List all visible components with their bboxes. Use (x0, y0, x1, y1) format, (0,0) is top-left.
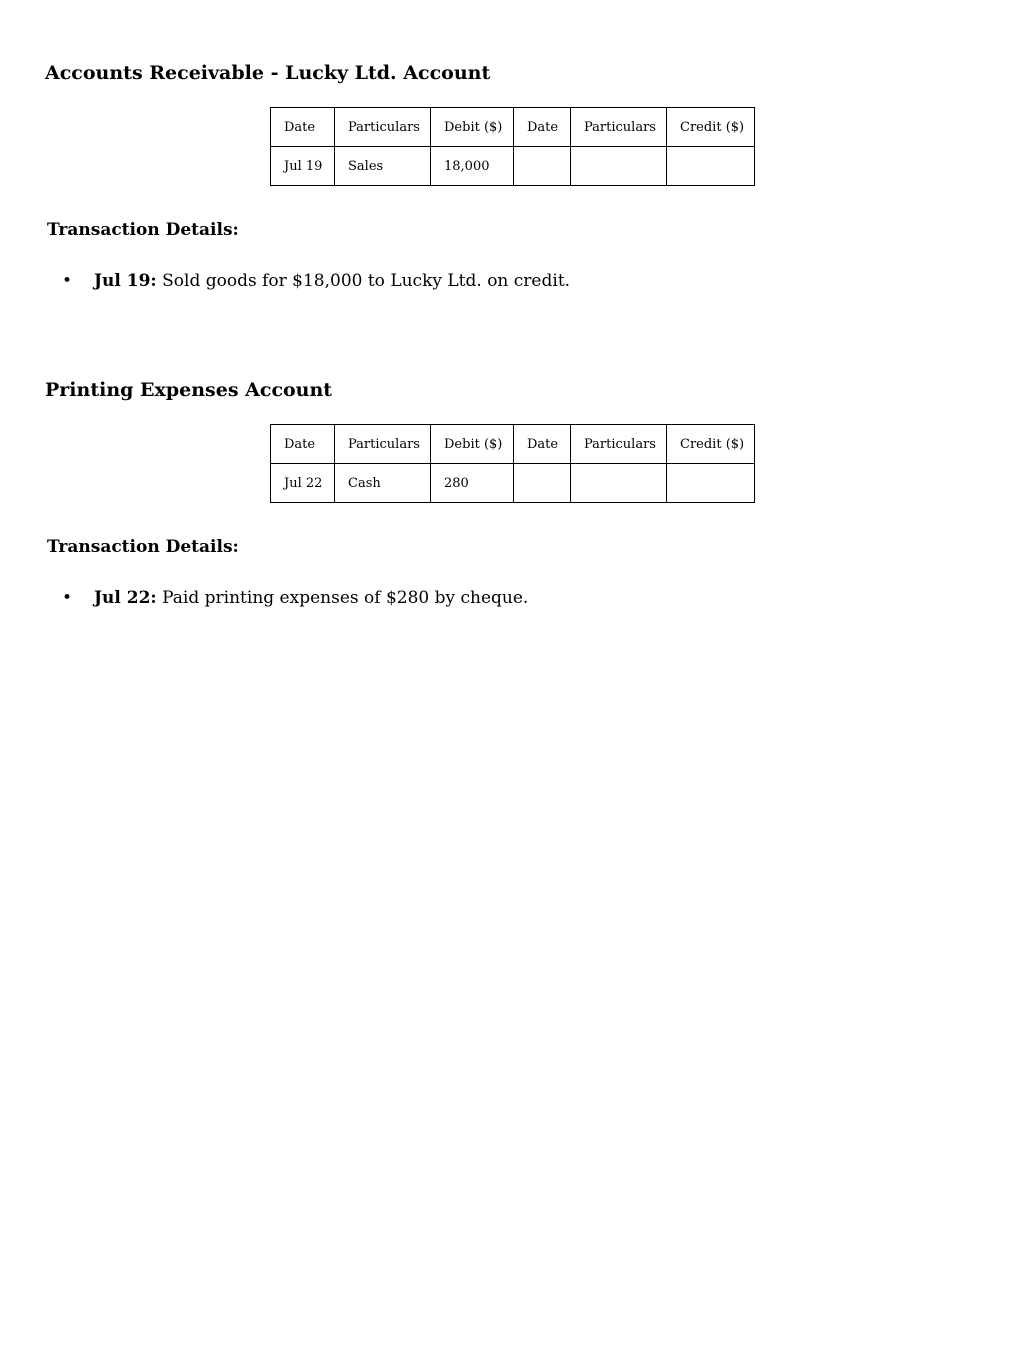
transaction-details-heading: Transaction Details: (47, 537, 239, 557)
cell-credit-amount (667, 464, 755, 503)
col-header-debit-particulars: Particulars (335, 108, 431, 147)
table-row (271, 147, 755, 186)
cell-debit-date: Jul 19 (271, 147, 335, 186)
transaction-list (62, 588, 528, 608)
cell-credit-amount (667, 147, 755, 186)
col-header-credit-particulars: Particulars (571, 108, 667, 147)
bullet-icon: • (62, 588, 73, 608)
cell-debit-amount: 280 (431, 464, 514, 503)
transaction-details-heading: Transaction Details: (47, 220, 239, 240)
ledger-table (270, 107, 755, 186)
transaction-date: Jul 19: (94, 271, 157, 291)
col-header-debit-date: Date (271, 108, 335, 147)
list-item (62, 271, 570, 291)
ledger-table (270, 424, 755, 503)
account-title: Accounts Receivable - Lucky Ltd. Account (45, 62, 491, 84)
col-header-credit-amount: Credit ($) (667, 108, 755, 147)
cell-debit-amount: 18,000 (431, 147, 514, 186)
col-header-debit-amount: Debit ($) (431, 108, 514, 147)
cell-debit-particulars: Cash (335, 464, 431, 503)
table-row (271, 464, 755, 503)
cell-debit-date: Jul 22 (271, 464, 335, 503)
col-header-debit-date: Date (271, 425, 335, 464)
col-header-debit-amount: Debit ($) (431, 425, 514, 464)
cell-debit-particulars: Sales (335, 147, 431, 186)
transaction-list (62, 271, 570, 291)
col-header-debit-particulars: Particulars (335, 425, 431, 464)
ledger-header-row (271, 108, 755, 147)
cell-credit-date (514, 147, 571, 186)
col-header-credit-date: Date (514, 425, 571, 464)
transaction-text: Paid printing expenses of $280 by cheque. (162, 588, 529, 608)
cell-credit-date (514, 464, 571, 503)
account-title: Printing Expenses Account (45, 379, 333, 401)
transaction-text: Sold goods for $18,000 to Lucky Ltd. on credit. (162, 271, 571, 291)
list-item (62, 588, 528, 608)
col-header-credit-date: Date (514, 108, 571, 147)
col-header-credit-amount: Credit ($) (667, 425, 755, 464)
bullet-icon: • (62, 271, 73, 291)
col-header-credit-particulars: Particulars (571, 425, 667, 464)
cell-credit-particulars (571, 464, 667, 503)
transaction-date: Jul 22: (94, 588, 157, 608)
cell-credit-particulars (571, 147, 667, 186)
ledger-header-row (271, 425, 755, 464)
